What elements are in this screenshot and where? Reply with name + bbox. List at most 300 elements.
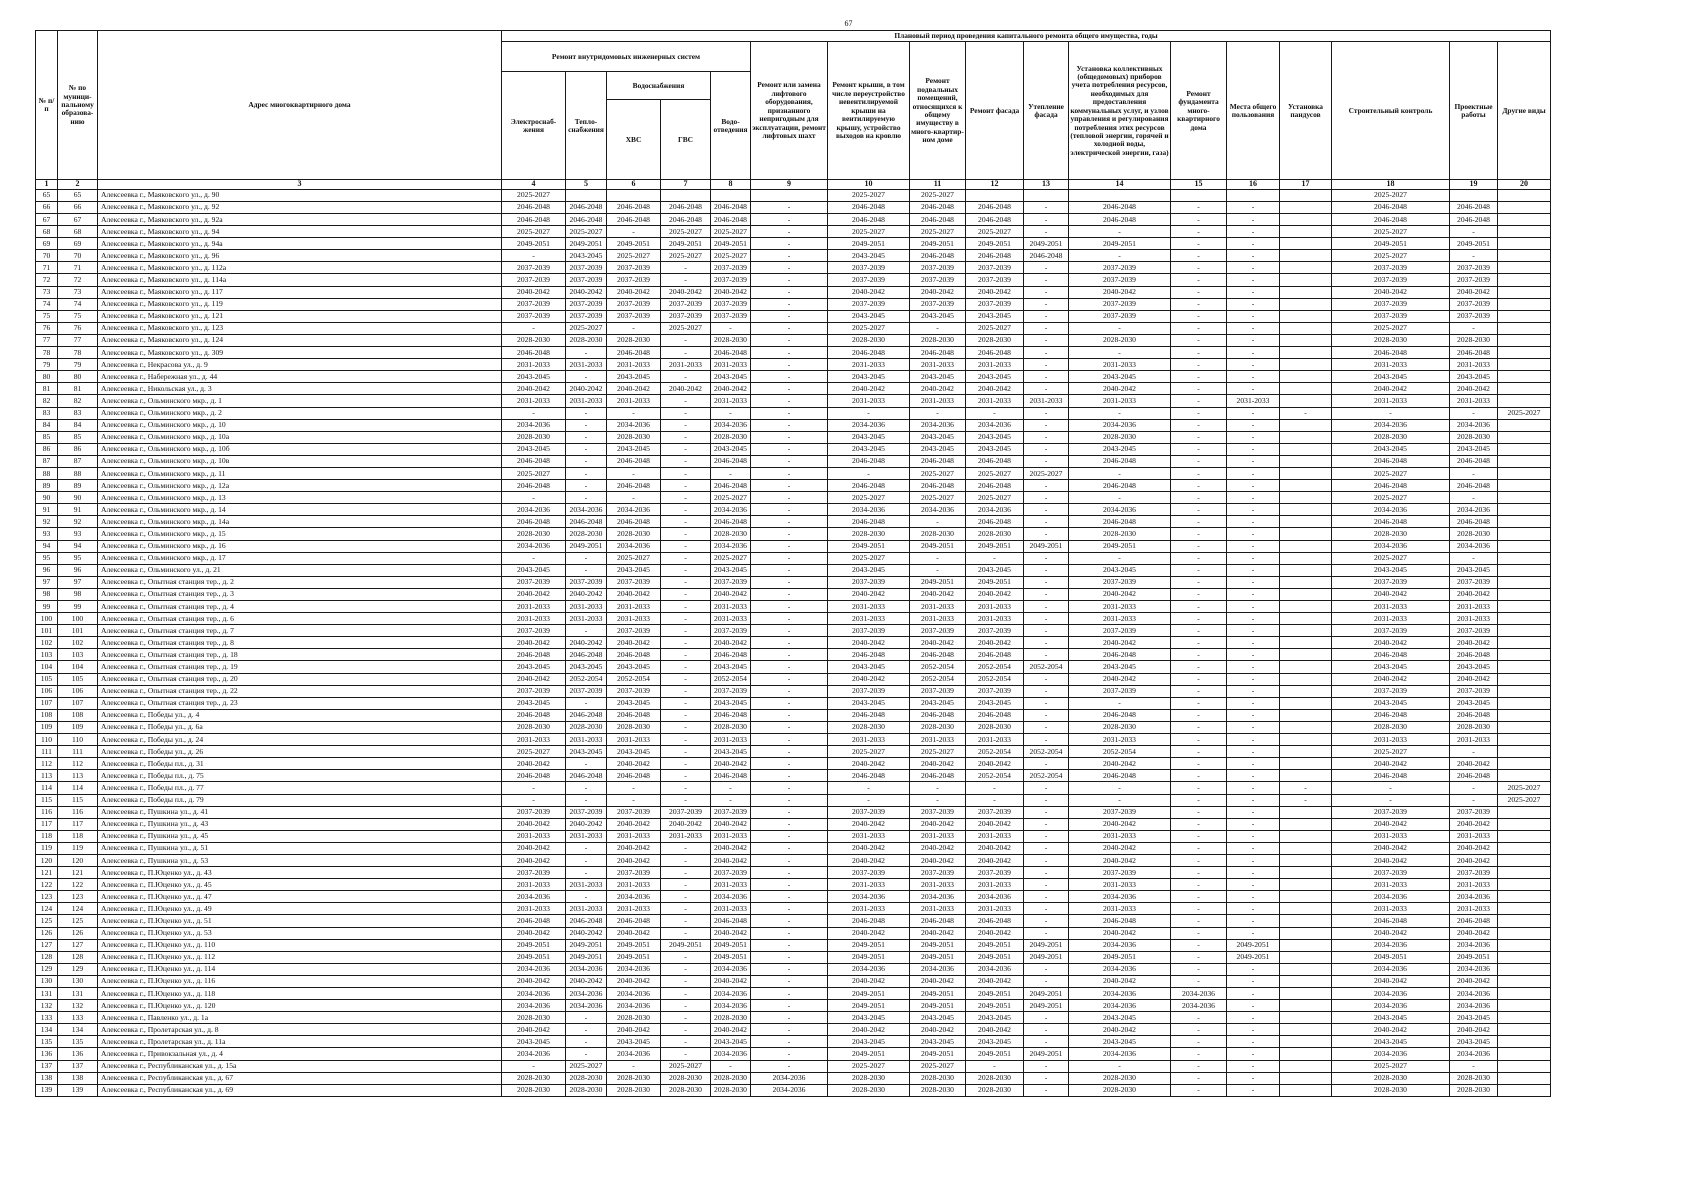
period-cell: 2037-2039 xyxy=(566,310,607,322)
period-cell: 2031-2033 xyxy=(1450,903,1498,915)
period-cell: 2028-2030 xyxy=(966,721,1024,733)
period-cell: 2043-2045 xyxy=(966,431,1024,443)
period-cell: 2052-2054 xyxy=(607,673,661,685)
period-cell: 2031-2033 xyxy=(1069,879,1171,891)
period-cell: - xyxy=(751,830,828,842)
number-cell: 139 xyxy=(36,1084,58,1096)
column-number: 20 xyxy=(1498,180,1551,189)
period-cell: 2037-2039 xyxy=(711,625,751,637)
period-cell: 2034-2036 xyxy=(566,988,607,1000)
period-cell: 2040-2042 xyxy=(566,286,607,298)
address-cell: Алексеевка г., Маяковского ул., д. 117 xyxy=(98,286,502,298)
period-cell: - xyxy=(566,1024,607,1036)
period-cell: 2028-2030 xyxy=(607,1084,661,1096)
period-cell: 2040-2042 xyxy=(1332,383,1450,395)
period-cell: - xyxy=(661,1000,711,1012)
period-cell: 2043-2045 xyxy=(828,371,910,383)
period-cell: 2025-2027 xyxy=(910,189,966,201)
number-cell: 69 xyxy=(36,238,58,250)
period-cell: - xyxy=(751,842,828,854)
column-number: 14 xyxy=(1069,180,1171,189)
period-cell: - xyxy=(1171,359,1227,371)
period-cell: 2043-2045 xyxy=(566,250,607,262)
period-cell: 2028-2030 xyxy=(966,528,1024,540)
period-cell xyxy=(1498,238,1551,250)
period-cell: 2043-2045 xyxy=(828,443,910,455)
period-cell xyxy=(1498,613,1551,625)
period-cell: - xyxy=(1024,794,1069,806)
period-cell xyxy=(1280,842,1332,854)
period-cell: 2043-2045 xyxy=(1332,1012,1450,1024)
period-cell: 2031-2033 xyxy=(502,879,566,891)
address-cell: Алексеевка г., Маяковского ул., д. 123 xyxy=(98,322,502,334)
column-number: 13 xyxy=(1024,180,1069,189)
period-cell: - xyxy=(1227,927,1280,939)
period-cell: - xyxy=(1171,830,1227,842)
period-cell: 2046-2048 xyxy=(910,709,966,721)
period-cell: - xyxy=(751,601,828,613)
period-cell: - xyxy=(1024,891,1069,903)
period-cell: 2037-2039 xyxy=(711,576,751,588)
number-cell: 133 xyxy=(58,1012,98,1024)
period-cell: 2040-2042 xyxy=(1450,637,1498,649)
period-cell: - xyxy=(751,322,828,334)
period-cell: - xyxy=(1450,492,1498,504)
period-cell: 2028-2030 xyxy=(502,721,566,733)
period-cell xyxy=(1280,806,1332,818)
period-cell xyxy=(1280,286,1332,298)
period-cell: 2046-2048 xyxy=(566,649,607,661)
period-cell: 2028-2030 xyxy=(607,334,661,346)
period-cell: - xyxy=(1171,625,1227,637)
period-cell: 2025-2027 xyxy=(711,250,751,262)
table-row xyxy=(36,214,1551,226)
period-cell: 2031-2033 xyxy=(711,734,751,746)
period-cell: - xyxy=(661,661,711,673)
period-cell: - xyxy=(751,419,828,431)
period-cell: - xyxy=(1171,226,1227,238)
number-cell: 66 xyxy=(36,201,58,213)
period-cell: 2028-2030 xyxy=(828,721,910,733)
period-cell: 2040-2042 xyxy=(828,758,910,770)
period-cell xyxy=(1498,226,1551,238)
column-number: 19 xyxy=(1450,180,1498,189)
address-cell: Алексеевка г., Ольминского мкр., д. 2 xyxy=(98,407,502,419)
period-cell: - xyxy=(1450,250,1498,262)
number-cell: 124 xyxy=(36,903,58,915)
period-cell xyxy=(1280,492,1332,504)
period-cell: 2034-2036 xyxy=(502,891,566,903)
period-cell: - xyxy=(1069,1060,1171,1072)
period-cell: 2046-2048 xyxy=(711,516,751,528)
period-cell: 2040-2042 xyxy=(966,637,1024,649)
period-cell: - xyxy=(1227,1072,1280,1084)
address-cell: Алексеевка г., Победы ул., д. 6а xyxy=(98,721,502,733)
number-cell: 114 xyxy=(58,782,98,794)
period-cell xyxy=(1498,721,1551,733)
address-cell: Алексеевка г., П.Юценко ул., д. 45 xyxy=(98,879,502,891)
period-cell: 2031-2033 xyxy=(566,359,607,371)
period-cell: - xyxy=(1227,564,1280,576)
number-cell: 71 xyxy=(36,262,58,274)
address-cell: Алексеевка г., П.Юценко ул., д. 118 xyxy=(98,988,502,1000)
period-cell: - xyxy=(1171,734,1227,746)
address-cell: Алексеевка г., Республиканская ул., д. 15а xyxy=(98,1060,502,1072)
period-cell: 2046-2048 xyxy=(1450,347,1498,359)
period-cell: 2043-2045 xyxy=(828,697,910,709)
period-cell: - xyxy=(566,407,607,419)
period-cell: - xyxy=(502,492,566,504)
address-cell: Алексеевка г., Опытная станция тер., д. 4 xyxy=(98,601,502,613)
period-cell: 2043-2045 xyxy=(1069,443,1171,455)
period-cell: 2028-2030 xyxy=(966,334,1024,346)
period-cell: 2046-2048 xyxy=(711,480,751,492)
period-cell: 2046-2048 xyxy=(711,455,751,467)
period-cell: 2037-2039 xyxy=(966,806,1024,818)
period-cell: 2052-2054 xyxy=(910,661,966,673)
period-cell: 2031-2033 xyxy=(1450,830,1498,842)
period-cell: 2031-2033 xyxy=(661,359,711,371)
period-cell: 2040-2042 xyxy=(828,673,910,685)
period-cell: 2037-2039 xyxy=(1069,576,1171,588)
period-cell: 2040-2042 xyxy=(910,975,966,987)
period-cell: - xyxy=(1227,915,1280,927)
column-number: 8 xyxy=(711,180,751,189)
address-cell: Алексеевка г., Пролетарская ул., д. 11а xyxy=(98,1036,502,1048)
period-cell: - xyxy=(1171,407,1227,419)
period-cell: 2031-2033 xyxy=(828,395,910,407)
address-cell: Алексеевка г., Ольминского мкр., д. 10б xyxy=(98,443,502,455)
period-cell xyxy=(1498,214,1551,226)
table-row xyxy=(36,310,1551,322)
number-cell: 99 xyxy=(36,601,58,613)
period-cell: 2040-2042 xyxy=(828,818,910,830)
period-cell: - xyxy=(566,455,607,467)
period-cell: 2025-2027 xyxy=(966,467,1024,479)
period-cell: - xyxy=(661,504,711,516)
period-cell: 2043-2045 xyxy=(966,310,1024,322)
period-cell xyxy=(1280,334,1332,346)
number-cell: 137 xyxy=(58,1060,98,1072)
period-cell: 2037-2039 xyxy=(502,625,566,637)
period-cell: 2034-2036 xyxy=(1069,1048,1171,1060)
period-cell xyxy=(1498,1060,1551,1072)
period-cell: - xyxy=(751,504,828,516)
period-cell: - xyxy=(1024,613,1069,625)
period-cell: 2031-2033 xyxy=(910,359,966,371)
period-cell: - xyxy=(711,1060,751,1072)
period-cell: - xyxy=(661,407,711,419)
address-cell: Алексеевка г., Победы ул., д. 26 xyxy=(98,746,502,758)
number-cell: 122 xyxy=(58,879,98,891)
period-cell: 2040-2042 xyxy=(966,818,1024,830)
period-cell: 2046-2048 xyxy=(1450,516,1498,528)
period-cell: 2040-2042 xyxy=(966,975,1024,987)
period-cell xyxy=(1280,879,1332,891)
period-cell: 2037-2039 xyxy=(661,298,711,310)
period-cell: 2043-2045 xyxy=(828,1012,910,1024)
period-cell: - xyxy=(1171,431,1227,443)
period-cell: 2028-2030 xyxy=(502,1084,566,1096)
number-cell: 95 xyxy=(58,552,98,564)
period-cell: 2028-2030 xyxy=(607,1072,661,1084)
number-cell: 106 xyxy=(36,685,58,697)
address-cell: Алексеевка г., Опытная станция тер., д. 22 xyxy=(98,685,502,697)
period-cell: 2028-2030 xyxy=(1069,1072,1171,1084)
period-cell: - xyxy=(1024,649,1069,661)
period-cell: 2046-2048 xyxy=(966,214,1024,226)
period-cell: 2040-2042 xyxy=(1450,975,1498,987)
period-cell xyxy=(1280,1012,1332,1024)
period-cell: - xyxy=(1171,842,1227,854)
period-cell: - xyxy=(1227,226,1280,238)
period-cell: - xyxy=(661,564,711,576)
period-cell: - xyxy=(1024,528,1069,540)
period-cell: - xyxy=(1227,842,1280,854)
table-row xyxy=(36,1048,1551,1060)
period-cell: 2025-2027 xyxy=(910,492,966,504)
period-cell: 2046-2048 xyxy=(828,516,910,528)
period-cell: 2046-2048 xyxy=(502,347,566,359)
number-cell: 88 xyxy=(58,467,98,479)
period-cell: 2037-2039 xyxy=(910,806,966,818)
number-cell: 101 xyxy=(36,625,58,637)
period-cell: 2040-2042 xyxy=(1450,758,1498,770)
period-cell: - xyxy=(1024,1024,1069,1036)
period-cell: - xyxy=(1024,1036,1069,1048)
period-cell: - xyxy=(1171,395,1227,407)
period-cell: 2049-2051 xyxy=(966,540,1024,552)
period-cell: - xyxy=(1024,975,1069,987)
period-cell xyxy=(1498,879,1551,891)
number-cell: 103 xyxy=(58,649,98,661)
period-cell: - xyxy=(1024,359,1069,371)
period-cell: 2028-2030 xyxy=(910,528,966,540)
period-cell: 2031-2033 xyxy=(828,879,910,891)
period-cell: 2040-2042 xyxy=(502,673,566,685)
period-cell: 2034-2036 xyxy=(966,504,1024,516)
period-cell: - xyxy=(1171,806,1227,818)
number-cell: 97 xyxy=(58,576,98,588)
period-cell: 2037-2039 xyxy=(566,274,607,286)
number-cell: 68 xyxy=(58,226,98,238)
period-cell: - xyxy=(751,334,828,346)
period-cell: - xyxy=(1227,854,1280,866)
period-cell: - xyxy=(1450,746,1498,758)
period-cell: 2037-2039 xyxy=(1332,310,1450,322)
period-cell: 2043-2045 xyxy=(566,746,607,758)
period-cell: 2031-2033 xyxy=(1069,734,1171,746)
period-cell: - xyxy=(566,794,607,806)
period-cell: 2040-2042 xyxy=(828,1024,910,1036)
period-cell xyxy=(1498,564,1551,576)
period-cell: - xyxy=(1024,201,1069,213)
period-cell: 2034-2036 xyxy=(502,988,566,1000)
period-cell: 2028-2030 xyxy=(1450,1072,1498,1084)
address-cell: Алексеевка г., П.Юценко ул., д. 112 xyxy=(98,951,502,963)
period-cell xyxy=(1280,1060,1332,1072)
period-cell: - xyxy=(751,1012,828,1024)
period-cell: - xyxy=(828,782,910,794)
period-cell: 2046-2048 xyxy=(566,709,607,721)
period-cell xyxy=(1498,528,1551,540)
address-cell: Алексеевка г., Ольминского мкр., д. 10 xyxy=(98,419,502,431)
period-cell: 2043-2045 xyxy=(910,697,966,709)
period-cell xyxy=(1280,891,1332,903)
period-cell: - xyxy=(1227,1012,1280,1024)
period-cell: - xyxy=(751,685,828,697)
period-cell: 2040-2042 xyxy=(966,383,1024,395)
period-cell: 2040-2042 xyxy=(910,1024,966,1036)
table-row xyxy=(36,1036,1551,1048)
table-row xyxy=(36,189,1551,201)
number-cell: 73 xyxy=(36,286,58,298)
period-cell: 2046-2048 xyxy=(607,214,661,226)
period-cell xyxy=(1498,371,1551,383)
period-cell xyxy=(1280,238,1332,250)
address-cell: Алексеевка г., Победы пл., д. 31 xyxy=(98,758,502,770)
period-cell: 2046-2048 xyxy=(1450,201,1498,213)
table-row xyxy=(36,516,1551,528)
period-cell: 2049-2051 xyxy=(1024,939,1069,951)
period-cell: - xyxy=(1024,286,1069,298)
period-cell: 2049-2051 xyxy=(1450,951,1498,963)
period-cell: 2037-2039 xyxy=(711,806,751,818)
period-cell: - xyxy=(751,975,828,987)
period-cell: - xyxy=(1227,818,1280,830)
period-cell: - xyxy=(661,455,711,467)
period-cell xyxy=(1498,915,1551,927)
period-cell xyxy=(1498,734,1551,746)
period-cell: 2046-2048 xyxy=(502,709,566,721)
address-cell: Алексеевка г., Ольминского мкр., д. 14а xyxy=(98,516,502,528)
period-cell: 2040-2042 xyxy=(607,818,661,830)
period-cell xyxy=(1498,951,1551,963)
address-cell: Алексеевка г., Победы ул., д. 24 xyxy=(98,734,502,746)
period-cell: 2040-2042 xyxy=(1450,673,1498,685)
period-cell: 2025-2027 xyxy=(1332,746,1450,758)
period-cell: 2040-2042 xyxy=(1332,842,1450,854)
table-row xyxy=(36,649,1551,661)
period-cell: - xyxy=(1024,334,1069,346)
period-cell: - xyxy=(566,480,607,492)
period-cell: 2040-2042 xyxy=(502,975,566,987)
period-cell: 2046-2048 xyxy=(828,709,910,721)
period-cell: 2043-2045 xyxy=(828,564,910,576)
period-cell: 2031-2033 xyxy=(502,395,566,407)
period-cell: - xyxy=(1171,709,1227,721)
period-cell: 2049-2051 xyxy=(966,988,1024,1000)
period-cell: 2025-2027 xyxy=(828,552,910,564)
period-cell: 2031-2033 xyxy=(711,830,751,842)
period-cell: - xyxy=(1171,262,1227,274)
period-cell xyxy=(1498,1036,1551,1048)
period-cell xyxy=(1498,939,1551,951)
period-cell: 2031-2033 xyxy=(566,613,607,625)
period-cell xyxy=(1280,250,1332,262)
period-cell: - xyxy=(1171,927,1227,939)
number-cell: 127 xyxy=(58,939,98,951)
column-number: 16 xyxy=(1227,180,1280,189)
period-cell: 2046-2048 xyxy=(828,915,910,927)
period-cell xyxy=(1498,1012,1551,1024)
column-number: 10 xyxy=(828,180,910,189)
period-cell: 2046-2048 xyxy=(1332,649,1450,661)
period-cell: - xyxy=(1069,794,1171,806)
address-cell: Алексеевка г., Маяковского ул., д. 92а xyxy=(98,214,502,226)
header-basement: Ремонт подвальных помещений, относящихся к общему имуществу в много-квартир-ном доме xyxy=(910,42,966,180)
period-cell: 2037-2039 xyxy=(910,262,966,274)
period-cell: 2031-2033 xyxy=(1450,601,1498,613)
period-cell: 2040-2042 xyxy=(711,927,751,939)
period-cell: 2034-2036 xyxy=(711,891,751,903)
period-cell: 2034-2036 xyxy=(566,963,607,975)
number-cell: 120 xyxy=(58,854,98,866)
period-cell xyxy=(1498,975,1551,987)
period-cell: 2043-2045 xyxy=(1332,661,1450,673)
period-cell: - xyxy=(751,540,828,552)
period-cell: - xyxy=(661,480,711,492)
period-cell: 2040-2042 xyxy=(1069,854,1171,866)
period-cell: 2034-2036 xyxy=(1450,504,1498,516)
table-row xyxy=(36,975,1551,987)
period-cell: 2037-2039 xyxy=(566,806,607,818)
period-cell: 2052-2054 xyxy=(966,673,1024,685)
period-cell: 2025-2027 xyxy=(910,746,966,758)
period-cell: 2040-2042 xyxy=(1332,854,1450,866)
period-cell: 2031-2033 xyxy=(1069,359,1171,371)
period-cell: - xyxy=(1171,419,1227,431)
period-cell: 2025-2027 xyxy=(1332,1060,1450,1072)
period-cell: 2031-2033 xyxy=(502,601,566,613)
period-cell: 2040-2042 xyxy=(711,383,751,395)
period-cell: - xyxy=(711,794,751,806)
period-cell: 2028-2030 xyxy=(711,528,751,540)
period-cell: 2037-2039 xyxy=(910,867,966,879)
table-row xyxy=(36,854,1551,866)
period-cell: 2028-2030 xyxy=(566,334,607,346)
table-row xyxy=(36,1012,1551,1024)
period-cell: 2043-2045 xyxy=(1450,661,1498,673)
table-row xyxy=(36,383,1551,395)
table-row xyxy=(36,250,1551,262)
period-cell: 2040-2042 xyxy=(566,383,607,395)
address-cell: Алексеевка г., П.Юценко ул., д. 114 xyxy=(98,963,502,975)
period-cell: 2037-2039 xyxy=(828,576,910,588)
period-cell: - xyxy=(751,528,828,540)
period-cell: 2031-2033 xyxy=(711,359,751,371)
period-cell: 2046-2048 xyxy=(1332,709,1450,721)
period-cell: 2037-2039 xyxy=(566,262,607,274)
column-number: 7 xyxy=(661,180,711,189)
period-cell: 2037-2039 xyxy=(1332,576,1450,588)
period-cell: 2043-2045 xyxy=(711,371,751,383)
table-row xyxy=(36,613,1551,625)
period-cell: - xyxy=(1171,1072,1227,1084)
period-cell: 2046-2048 xyxy=(1450,915,1498,927)
period-cell: - xyxy=(1171,673,1227,685)
period-cell: 2046-2048 xyxy=(566,201,607,213)
period-cell: - xyxy=(1227,685,1280,697)
period-cell: 2043-2045 xyxy=(711,697,751,709)
period-cell: 2046-2048 xyxy=(1024,250,1069,262)
period-cell: 2031-2033 xyxy=(910,613,966,625)
period-cell: 2046-2048 xyxy=(1069,915,1171,927)
period-cell: 2031-2033 xyxy=(1332,830,1450,842)
period-cell: 2028-2030 xyxy=(1450,334,1498,346)
period-cell: 2037-2039 xyxy=(711,867,751,879)
period-cell: - xyxy=(1450,794,1498,806)
